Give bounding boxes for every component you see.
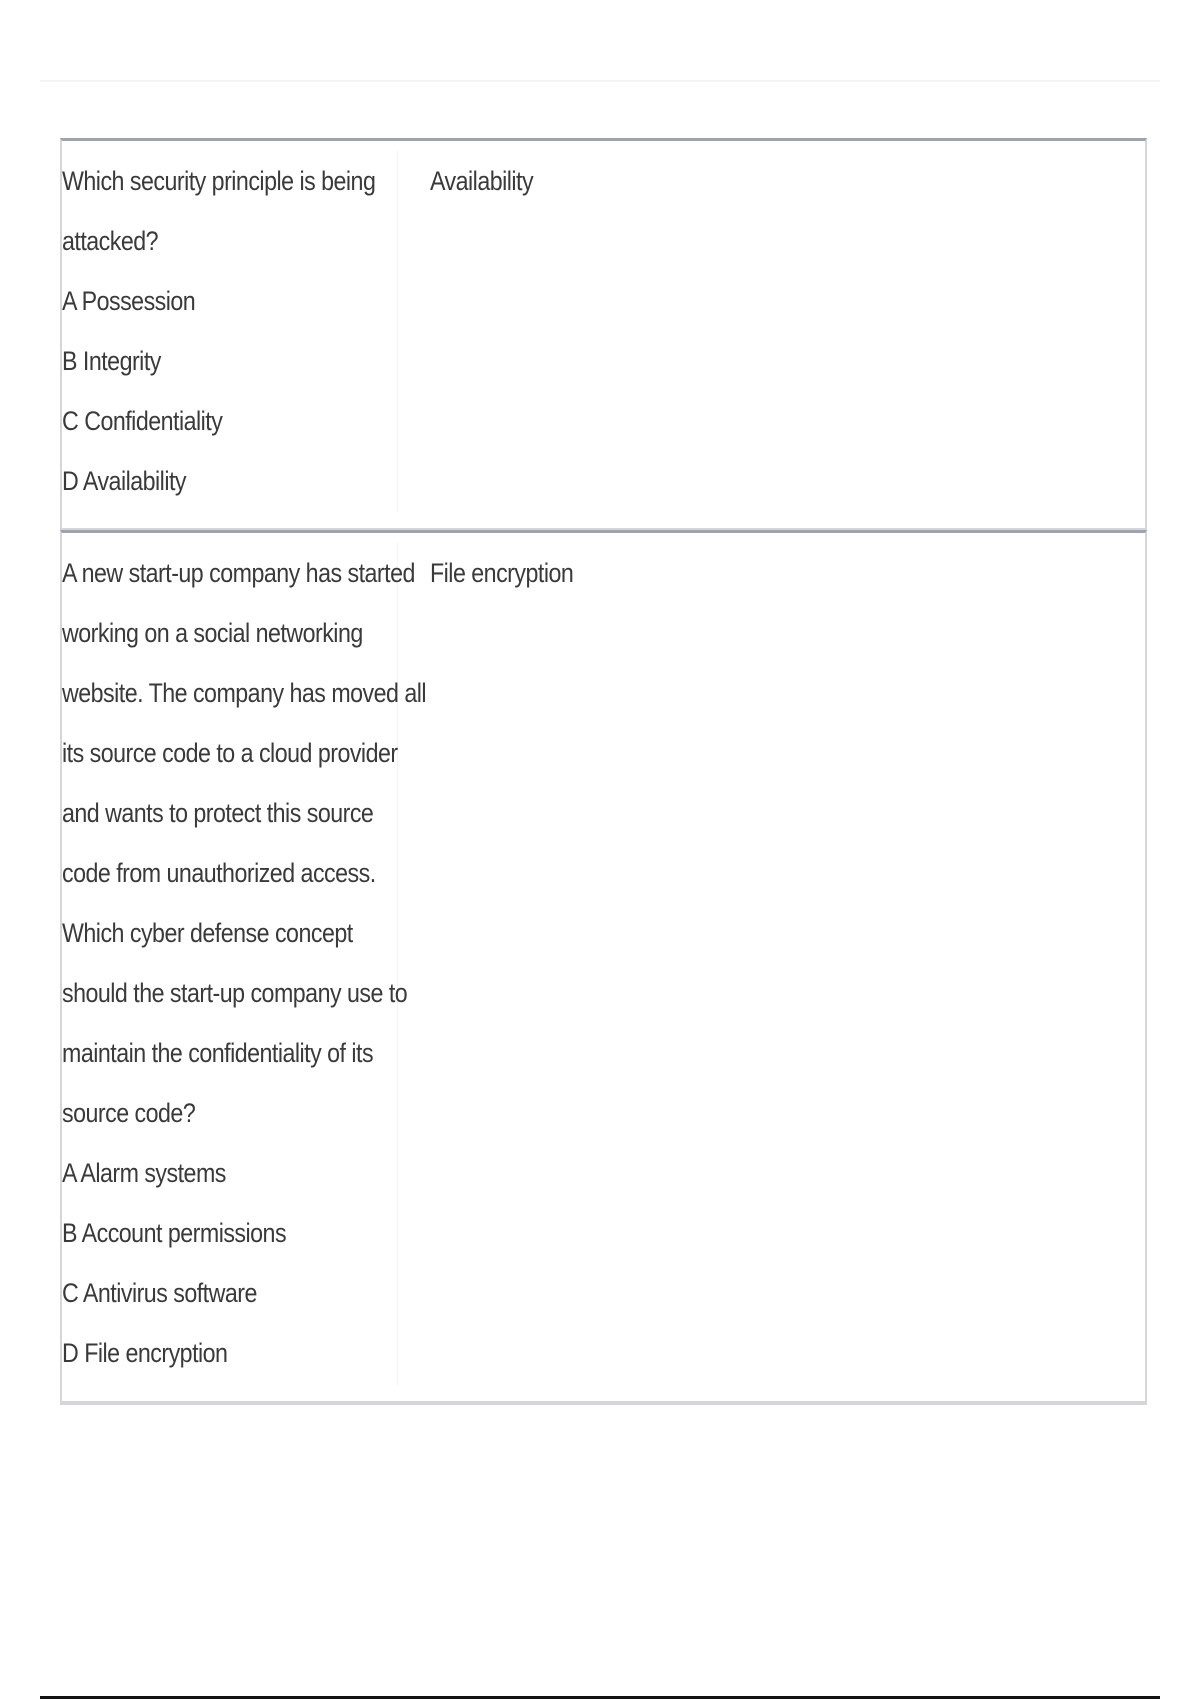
- flashcard-list: [60, 138, 1147, 1405]
- term-line: C Confidentiality: [62, 406, 223, 436]
- term-line: C Antivirus software: [62, 1278, 257, 1308]
- term-line: A Alarm systems: [62, 1158, 226, 1188]
- top-divider: [40, 80, 1160, 82]
- flashcard: [60, 138, 1147, 530]
- flashcard-definition: [398, 543, 1145, 1401]
- term-line: website. The company has moved all: [62, 678, 427, 708]
- term-line: source code?: [62, 1098, 196, 1128]
- term-line: A Possession: [62, 286, 196, 316]
- term-line: Which security principle is being: [62, 166, 376, 196]
- term-line: attacked?: [62, 226, 159, 256]
- term-line: D Availability: [62, 466, 187, 496]
- term-line: D File encryption: [62, 1338, 228, 1368]
- flashcard-term: [62, 543, 427, 1385]
- flashcard-definition: [398, 151, 1145, 528]
- term-line: its source code to a cloud provider: [62, 738, 398, 768]
- term-line: maintain the confidentiality of its: [62, 1038, 374, 1068]
- term-line: and wants to protect this source: [62, 798, 374, 828]
- term-line: B Integrity: [62, 346, 161, 376]
- term-line: code from unauthorized access.: [62, 858, 376, 888]
- term-line: A new start-up company has started: [62, 558, 415, 588]
- definition-text: Availability: [430, 166, 534, 196]
- definition-text: File encryption: [430, 558, 574, 588]
- bottom-divider: [40, 1696, 1160, 1699]
- flashcard-term: [62, 151, 398, 512]
- term-line: B Account permissions: [62, 1218, 287, 1248]
- term-line: working on a social networking: [62, 618, 363, 648]
- term-line: should the start-up company use to: [62, 978, 408, 1008]
- term-line: Which cyber defense concept: [62, 918, 353, 948]
- flashcard: [60, 530, 1147, 1405]
